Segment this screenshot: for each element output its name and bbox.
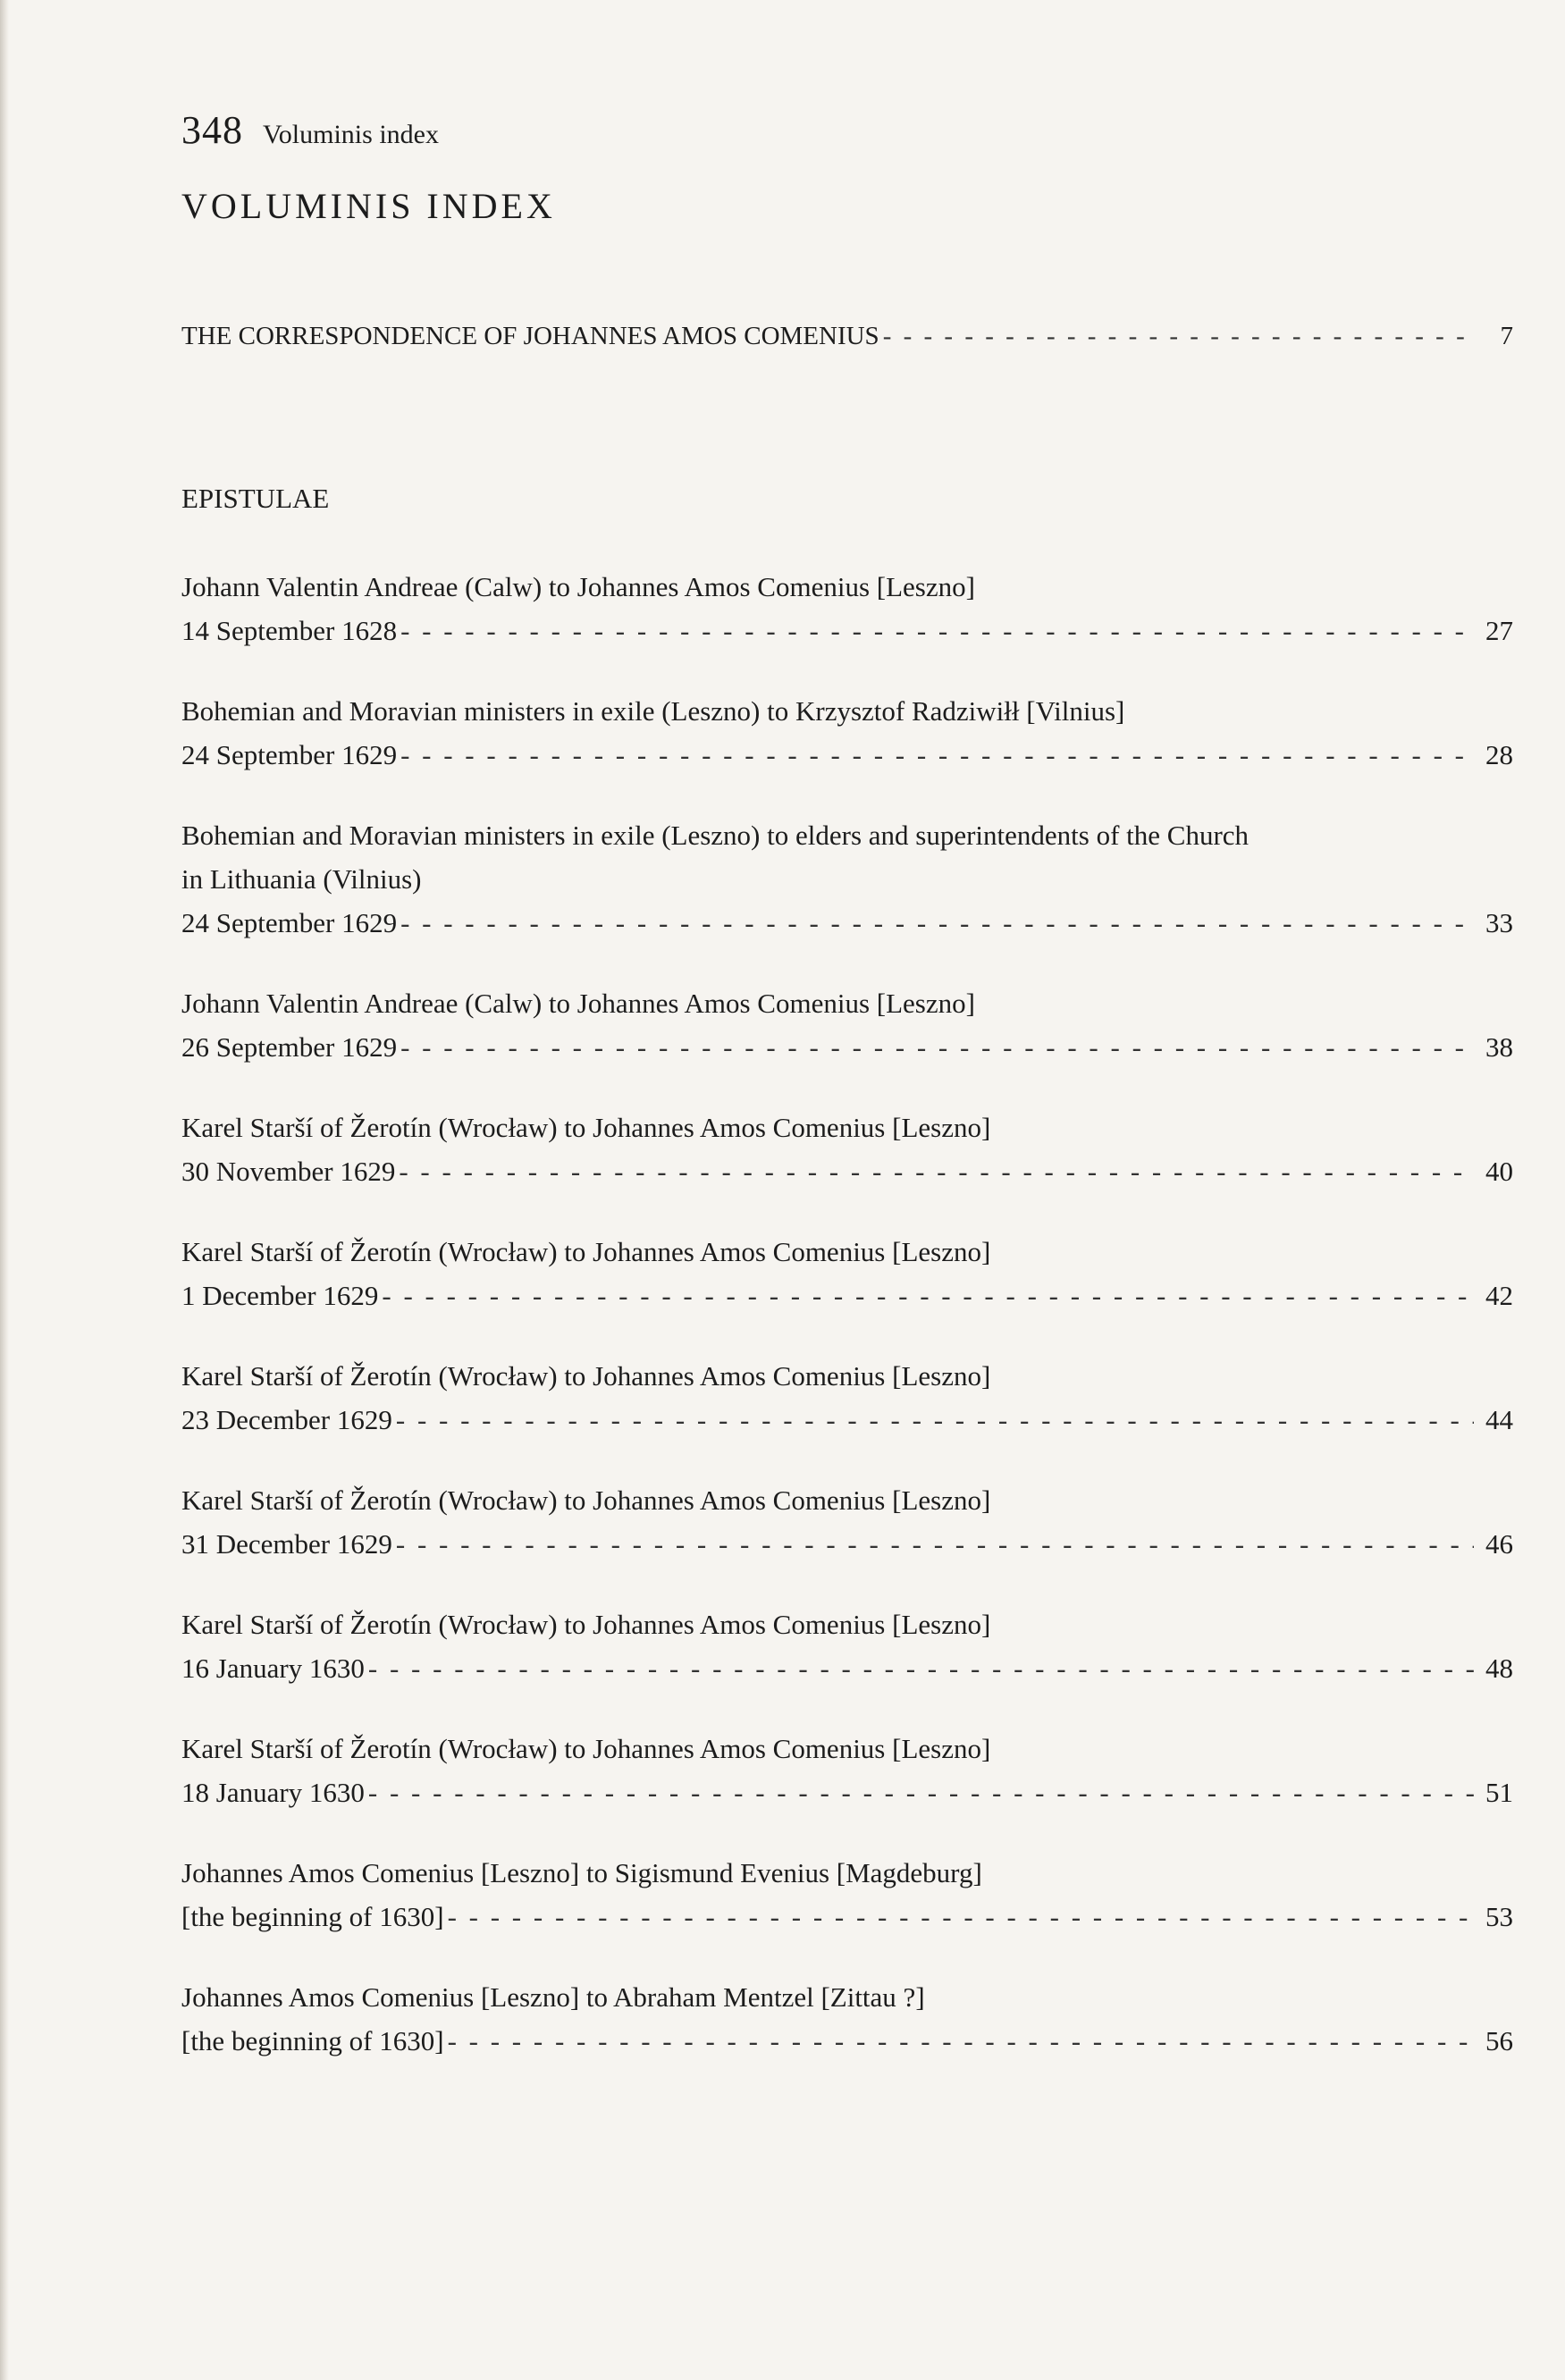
letter-description: Karel Starší of Žerotín (Wrocław) to Johannes Amos Comenius [Leszno] <box>181 1733 991 1764</box>
letter-entry <box>181 1354 1522 1442</box>
running-head <box>181 107 439 161</box>
letter-date: 14 September 1628 <box>181 615 398 646</box>
letter-description: Karel Starší of Žerotín (Wrocław) to Johannes Amos Comenius [Leszno] <box>181 1112 991 1143</box>
page-number: 348 <box>181 108 243 152</box>
letter-entry <box>181 1106 1522 1193</box>
dot-leader <box>368 1770 1474 1814</box>
letter-date: 16 January 1630 <box>181 1653 365 1684</box>
letter-date: 24 September 1629 <box>181 907 398 938</box>
letter-page-number: 46 <box>1485 1528 1513 1560</box>
letter-date: 31 December 1629 <box>181 1528 392 1560</box>
letter-list <box>181 565 1522 2099</box>
correspondence-line <box>181 315 1513 358</box>
dot-leader <box>448 1895 1474 1938</box>
letter-page-number: 56 <box>1485 2025 1513 2056</box>
letter-description: Johann Valentin Andreae (Calw) to Johannes Amos Comenius [Leszno] <box>181 571 975 602</box>
letter-entry <box>181 981 1522 1069</box>
letter-date-line <box>181 1895 1513 1938</box>
letter-entry <box>181 1727 1522 1814</box>
letter-date-line <box>181 1398 1513 1442</box>
letter-date: 30 November 1629 <box>181 1156 396 1187</box>
letter-entry <box>181 1230 1522 1317</box>
letter-entry <box>181 813 1522 945</box>
letter-description: Karel Starší of Žerotín (Wrocław) to Johannes Amos Comenius [Leszno] <box>181 1609 991 1640</box>
letter-page-number: 51 <box>1485 1777 1513 1808</box>
letter-date: [the beginning of 1630] <box>181 1901 444 1932</box>
letter-date: 18 January 1630 <box>181 1777 365 1808</box>
dot-leader <box>400 609 1474 652</box>
letter-date-line <box>181 1522 1513 1566</box>
letter-page-number: 38 <box>1485 1031 1513 1063</box>
dot-leader <box>400 733 1474 777</box>
letter-page-number: 28 <box>1485 739 1513 770</box>
page-spine-edge <box>0 0 9 2380</box>
letter-date-line <box>181 2019 1513 2063</box>
letter-description: Bohemian and Moravian ministers in exile (Leszno) to elders and superintendents of the Church <box>181 820 1249 851</box>
letter-page-number: 42 <box>1485 1280 1513 1311</box>
dot-leader <box>368 1646 1474 1690</box>
letter-description: Johann Valentin Andreae (Calw) to Johannes Amos Comenius [Leszno] <box>181 988 975 1019</box>
letter-page-number: 44 <box>1485 1404 1513 1435</box>
letter-description: in Lithuania (Vilnius) <box>181 863 422 895</box>
running-title: Voluminis index <box>263 120 439 149</box>
letter-date: 23 December 1629 <box>181 1404 392 1435</box>
letter-entry <box>181 565 1522 652</box>
letter-page-number: 53 <box>1485 1901 1513 1932</box>
letter-date-line <box>181 733 1513 777</box>
dot-leader <box>396 1398 1474 1442</box>
letter-date-line <box>181 1646 1513 1690</box>
dot-leader <box>400 1025 1474 1069</box>
letter-entry <box>181 1478 1522 1566</box>
dot-leader <box>400 901 1474 945</box>
letter-date: 24 September 1629 <box>181 739 398 770</box>
letter-entry <box>181 1851 1522 1938</box>
correspondence-entry <box>181 315 1513 358</box>
letter-page-number: 40 <box>1485 1156 1513 1187</box>
section-title: VOLUMINIS INDEX <box>181 186 556 226</box>
letter-description: Karel Starší of Žerotín (Wrocław) to Johannes Amos Comenius [Leszno] <box>181 1360 991 1392</box>
letter-description: Johannes Amos Comenius [Leszno] to Abraham Mentzel [Zittau ?] <box>181 1981 925 2013</box>
letter-date-line <box>181 1274 1513 1317</box>
letter-description: Karel Starší of Žerotín (Wrocław) to Johannes Amos Comenius [Leszno] <box>181 1484 991 1516</box>
letter-description: Karel Starší of Žerotín (Wrocław) to Johannes Amos Comenius [Leszno] <box>181 1236 991 1267</box>
letter-date-line <box>181 1149 1513 1193</box>
letter-page-number: 48 <box>1485 1653 1513 1684</box>
dot-leader <box>382 1274 1474 1317</box>
dot-leader <box>448 2019 1474 2063</box>
correspondence-title: THE CORRESPONDENCE OF JOHANNES AMOS COMENIUS <box>181 322 879 350</box>
dot-leader <box>396 1522 1474 1566</box>
letter-page-number: 27 <box>1485 615 1513 646</box>
epistulae-heading: EPISTULAE <box>181 483 330 514</box>
letter-description: Johannes Amos Comenius [Leszno] to Sigismund Evenius [Magdeburg] <box>181 1857 982 1888</box>
letter-description: Bohemian and Moravian ministers in exile (Leszno) to Krzysztof Radziwiłł [Vilnius] <box>181 695 1125 727</box>
letter-entry <box>181 1975 1522 2063</box>
letter-date-line <box>181 1025 1513 1069</box>
letter-date-line <box>181 901 1513 945</box>
letter-date-line <box>181 1770 1513 1814</box>
dot-leader <box>883 315 1474 358</box>
letter-entry <box>181 689 1522 777</box>
letter-date: [the beginning of 1630] <box>181 2025 444 2056</box>
letter-page-number: 33 <box>1485 907 1513 938</box>
correspondence-page: 7 <box>1500 322 1513 350</box>
letter-date-line <box>181 609 1513 652</box>
letter-date: 1 December 1629 <box>181 1280 379 1311</box>
dot-leader <box>399 1149 1474 1193</box>
letter-date: 26 September 1629 <box>181 1031 398 1063</box>
letter-entry <box>181 1602 1522 1690</box>
